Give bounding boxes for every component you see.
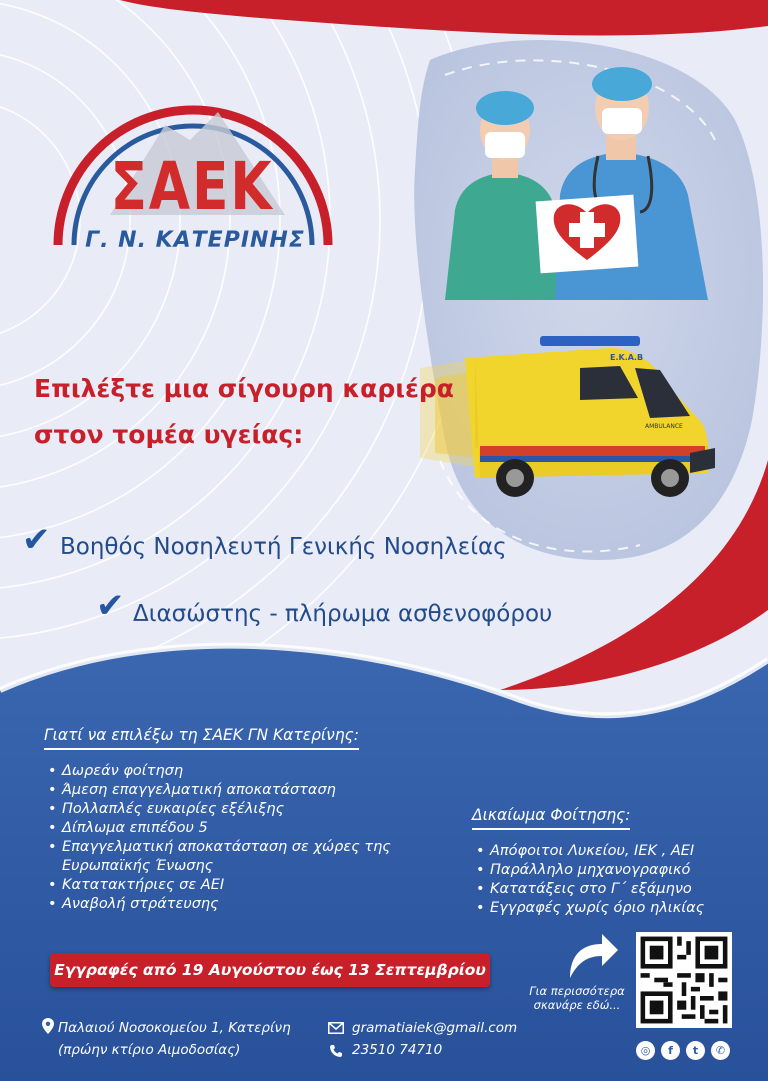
why-title: Γιατί να επιλέξω τη ΣΑΕΚ ΓΝ Κατερίνης: [44, 726, 359, 750]
logo-title: ΣΑΕΚ [110, 148, 274, 225]
ambulance-label: Ε.Κ.Α.Β [610, 353, 644, 362]
qr-caption-line2: σκανάρε εδώ... [533, 998, 621, 1012]
list-item: • Πολλαπλές ευκαιρίες εξέλιξης [48, 800, 428, 819]
list-item: • Δωρεάν φοίτηση [48, 762, 428, 781]
headline-line2: στον τομέα υγείας: [34, 420, 304, 449]
list-item: • Παράλληλο μηχανογραφικό [476, 861, 756, 880]
phone-number[interactable]: 23510 74710 [352, 1042, 443, 1058]
ambulance-rear-label: AMBULANCE [645, 423, 683, 430]
facebook-icon[interactable]: f [661, 1041, 680, 1060]
address-line2: (πρώην κτίριο Αιμοδοσίας) [58, 1042, 241, 1058]
why-list [48, 762, 428, 914]
qr-caption-line1: Για περισσότερα [529, 984, 625, 998]
list-item: • Δίπλωμα επιπέδου 5 [48, 819, 428, 838]
registration-banner: Εγγραφές από 19 Αυγούστου έως 13 Σεπτεμβρίου [50, 953, 490, 987]
email-link[interactable]: gramatiaiek@gmail.com [352, 1020, 518, 1036]
ambulance-illustration [420, 328, 720, 508]
eligibility-list [476, 842, 756, 918]
logo-subtitle: Γ. Ν. ΚΑΤΕΡΙΝΗΣ [85, 228, 305, 253]
qr-caption [526, 984, 628, 1012]
list-item: • Άμεση επαγγελματική αποκατάσταση [48, 781, 428, 800]
list-item: • Αναβολή στράτευσης [48, 895, 428, 914]
instagram-icon[interactable]: ◎ [636, 1041, 655, 1060]
checkmark-icon: ✔ [96, 586, 125, 626]
eligibility-title: Δικαίωμα Φοίτησης: [472, 806, 630, 830]
option-assistant-nurse: Βοηθός Νοσηλευτή Γενικής Νοσηλείας [60, 534, 507, 560]
list-item: • Κατατάξεις στο Γ΄ εξάμηνο [476, 880, 756, 899]
list-item: • Επαγγελματική αποκατάσταση σε χώρες της Ευρωπαϊκής Ένωσης [48, 838, 428, 876]
checkmark-icon: ✔ [22, 520, 51, 560]
address-line1: Παλαιού Νοσοκομείου 1, Κατερίνη [58, 1020, 291, 1036]
list-item: • Κατατακτήριες σε ΑΕΙ [48, 876, 428, 895]
email-icon [328, 1022, 344, 1034]
whatsapp-icon[interactable]: ✆ [711, 1041, 730, 1060]
option-paramedic: Διασώστης - πλήρωμα ασθενοφόρου [133, 601, 553, 627]
curved-arrow-icon [560, 930, 620, 980]
list-item: • Απόφοιτοι Λυκείου, ΙΕΚ , ΑΕΙ [476, 842, 756, 861]
medical-staff-illustration [440, 60, 730, 300]
headline-line1: Επιλέξτε μια σίγουρη καριέρα [34, 374, 454, 403]
list-item: • Εγγραφές χωρίς όριο ηλικίας [476, 899, 756, 918]
qr-code[interactable] [636, 932, 732, 1028]
location-pin-icon [42, 1018, 54, 1034]
twitter-icon[interactable]: t [686, 1041, 705, 1060]
phone-icon [329, 1044, 343, 1058]
qr-code-icon [636, 932, 732, 1028]
